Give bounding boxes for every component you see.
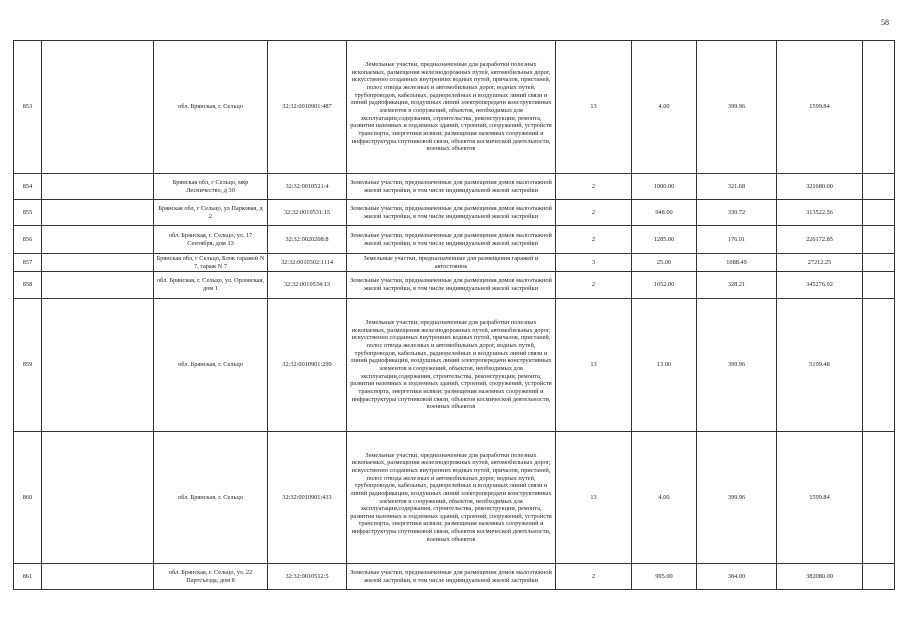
- type-code-cell: 3: [556, 254, 632, 272]
- empty-cell: [863, 226, 895, 254]
- empty-cell: [42, 432, 154, 564]
- type-code-cell: 13: [556, 432, 632, 564]
- rate-cell: 399.96: [697, 41, 777, 174]
- row-number: 856: [14, 226, 42, 254]
- empty-cell: [42, 174, 154, 200]
- type-code-cell: 13: [556, 41, 632, 174]
- empty-cell: [863, 564, 895, 590]
- type-code-cell: 2: [556, 200, 632, 226]
- land-use-cell: Земельные участки, предназначенные для размещения домов малоэтажной жилой застройки, в том числе индивидуальной жилой застройки: [347, 226, 556, 254]
- row-number: 860: [14, 432, 42, 564]
- empty-cell: [863, 200, 895, 226]
- area-cell: 25.00: [632, 254, 697, 272]
- table-row: [14, 564, 895, 590]
- rate-cell: 399.96: [697, 299, 777, 432]
- area-cell: 948.00: [632, 200, 697, 226]
- type-code-cell: 2: [556, 226, 632, 254]
- land-use-cell: Земельные участки, предназначенные для размещения домов малоэтажной жилой застройки, в том числе индивидуальной жилой застройки: [347, 200, 556, 226]
- rate-cell: 1088.49: [697, 254, 777, 272]
- empty-cell: [42, 564, 154, 590]
- empty-cell: [42, 41, 154, 174]
- type-code-cell: 13: [556, 299, 632, 432]
- address-cell: Брянская обл, г Сельцо, мкр Лесничество, д 30: [154, 174, 268, 200]
- rate-cell: 328.21: [697, 272, 777, 299]
- rate-cell: 399.96: [697, 432, 777, 564]
- empty-cell: [42, 254, 154, 272]
- row-number: 857: [14, 254, 42, 272]
- value-cell: 345276.92: [777, 272, 863, 299]
- cadastral-number-cell: 32:32:0010901:433: [268, 432, 347, 564]
- cadastral-number-cell: 32:32:0010512:5: [268, 564, 347, 590]
- table-row: [14, 226, 895, 254]
- area-cell: 1285.00: [632, 226, 697, 254]
- row-number: 854: [14, 174, 42, 200]
- value-cell: 27212.25: [777, 254, 863, 272]
- area-cell: 4.00: [632, 432, 697, 564]
- cadastral-number-cell: 32:32:0010901:299: [268, 299, 347, 432]
- table-row: [14, 200, 895, 226]
- area-cell: 1000.00: [632, 174, 697, 200]
- empty-cell: [42, 299, 154, 432]
- row-number: 858: [14, 272, 42, 299]
- rate-cell: 321.68: [697, 174, 777, 200]
- empty-cell: [42, 200, 154, 226]
- type-code-cell: 2: [556, 174, 632, 200]
- table-row: [14, 272, 895, 299]
- address-cell: обл. Брянская, г. Сельцо: [154, 299, 268, 432]
- land-use-cell: Земельные участки, предназначенные для разработки полезных ископаемых, размещения железнодорожных путей, автомобильных дорог, искусственно созданных внутренних водных путей, причалов, пристаней, полос отвода железных и автомобильных дорог, водных путей, трубопроводов, кабельных, радиорелейных и воздушных линий связи и линий радиофикации, воздушных линий электропередачи конструктивных элементов и сооружений, объектов, необходимых для эксплуатации,содержания, строительства, реконструкции, ремонта, развития наземных и подземных зданий, строений, сооружений, устройств транспорта, энергетики исвязи; размещения наземных сооружений и инфраструктуры спутниковой связи, объектов космической деятельности, военных объектов: [347, 299, 556, 432]
- cadastral-number-cell: 32:32:0010302:1114: [268, 254, 347, 272]
- page-number: 58: [881, 18, 889, 27]
- type-code-cell: 2: [556, 564, 632, 590]
- land-use-cell: Земельные участки, предназначенные для размещения домов малоэтажной жилой застройки, в том числе индивидуальной жилой застройки: [347, 174, 556, 200]
- cadastral-number-cell: 32:32:0010521:4: [268, 174, 347, 200]
- empty-cell: [863, 254, 895, 272]
- row-number: 859: [14, 299, 42, 432]
- area-cell: 1052.00: [632, 272, 697, 299]
- value-cell: 1599.84: [777, 432, 863, 564]
- land-use-cell: Земельные участки, предназначенные для разработки полезных ископаемых, размещения железнодорожных путей, автомобильных дорог, искусственно созданных внутренних водных путей, причалов, пристаней, полос отвода железных и автомобильных дорог, водных путей, трубопроводов, кабельных, радиорелейных и воздушных линий связи и линий радиофикации, воздушных линий электропередачи конструктивных элементов и сооружений, объектов, необходимых для эксплуатации,содержания, строительства, реконструкции, ремонта, развития наземных и подземных зданий, строений, сооружений, устройств транспорта, энергетики исвязи; размещения наземных сооружений и инфраструктуры спутниковой связи, объектов космической деятельности, военных объектов: [347, 41, 556, 174]
- value-cell: 1599.84: [777, 41, 863, 174]
- area-cell: 13.00: [632, 299, 697, 432]
- address-cell: обл. Брянская, г. Сельцо, ул. Орловская, дом 1: [154, 272, 268, 299]
- empty-cell: [863, 299, 895, 432]
- table-row: [14, 432, 895, 564]
- address-cell: обл. Брянская, г. Сельцо: [154, 432, 268, 564]
- empty-cell: [863, 41, 895, 174]
- value-cell: 226172.85: [777, 226, 863, 254]
- value-cell: 321680.00: [777, 174, 863, 200]
- cadastral-number-cell: 32:32:0020208:8: [268, 226, 347, 254]
- land-use-cell: Земельные участки, предназначенные для размещения гаражей и автостоянок: [347, 254, 556, 272]
- table-row: [14, 254, 895, 272]
- land-plots-table: [13, 40, 895, 590]
- area-cell: 995.00: [632, 564, 697, 590]
- table-row: [14, 174, 895, 200]
- value-cell: 382080.00: [777, 564, 863, 590]
- cadastral-number-cell: 32:32:0010534:13: [268, 272, 347, 299]
- land-use-cell: Земельные участки, предназначенные для размещения домов малоэтажной жилой застройки, в том числе индивидуальной жилой застройки: [347, 272, 556, 299]
- land-use-cell: Земельные участки, предназначенные для размещения домов малоэтажной жилой застройки, в том числе индивидуальной жилой застройки: [347, 564, 556, 590]
- rate-cell: 330.72: [697, 200, 777, 226]
- value-cell: 5199.48: [777, 299, 863, 432]
- empty-cell: [42, 272, 154, 299]
- address-cell: обл. Брянская, г. Сельцо, ул. 22 Партсъезда, дом 8: [154, 564, 268, 590]
- value-cell: 313522.56: [777, 200, 863, 226]
- empty-cell: [863, 174, 895, 200]
- row-number: 855: [14, 200, 42, 226]
- table-row: [14, 299, 895, 432]
- rate-cell: 176.01: [697, 226, 777, 254]
- row-number: 853: [14, 41, 42, 174]
- cadastral-number-cell: 32:32:0010901:487: [268, 41, 347, 174]
- cadastral-number-cell: 32:32:0010531:15: [268, 200, 347, 226]
- area-cell: 4.00: [632, 41, 697, 174]
- empty-cell: [42, 226, 154, 254]
- type-code-cell: 2: [556, 272, 632, 299]
- rate-cell: 384.00: [697, 564, 777, 590]
- address-cell: Брянская обл, г Сельцо, ул Парковая, д 2: [154, 200, 268, 226]
- land-use-cell: Земельные участки, предназначенные для разработки полезных ископаемых, размещения железнодорожных путей, автомобильных дорог, искусственно созданных внутренних водных путей, причалов, пристаней, полос отвода железных и автомобильных дорог, водных путей, трубопроводов, кабельных, радиорелейных и воздушных линий связи и линий радиофикации, воздушных линий электропередачи конструктивных элементов и сооружений, объектов, необходимых для эксплуатации,содержания, строительства, реконструкции, ремонта, развития наземных и подземных зданий, строений, сооружений, устройств транспорта, энергетики исвязи; размещения наземных сооружений и инфраструктуры спутниковой связи, объектов космической деятельности, военных объектов: [347, 432, 556, 564]
- address-cell: обл. Брянская, г. Сельцо: [154, 41, 268, 174]
- address-cell: Брянская обл, г Сельцо, Блок гаражей N 7, гараж N 7: [154, 254, 268, 272]
- empty-cell: [863, 432, 895, 564]
- empty-cell: [863, 272, 895, 299]
- address-cell: обл. Брянская, г. Сельцо, ул. 17 Сентября, дом 13: [154, 226, 268, 254]
- table-row: [14, 41, 895, 174]
- row-number: 861: [14, 564, 42, 590]
